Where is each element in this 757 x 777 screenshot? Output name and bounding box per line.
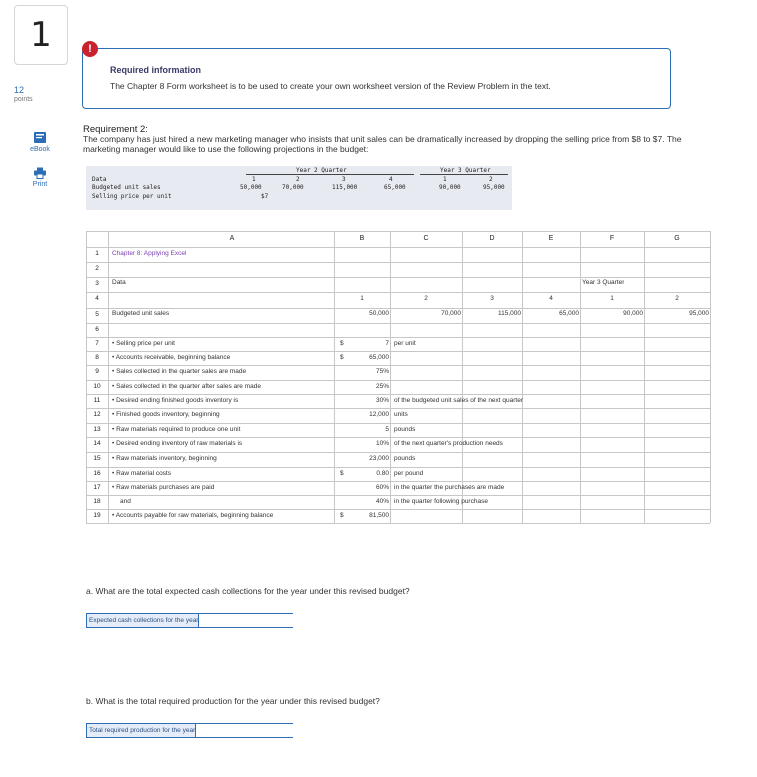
projection-table <box>86 166 512 210</box>
item-note: in the quarter following purchase <box>394 498 488 505</box>
item-value: 65,000 <box>369 354 389 361</box>
ebook-icon <box>33 131 47 144</box>
alert-icon: ! <box>82 41 98 57</box>
item-currency: $ <box>340 470 344 477</box>
item-value: 60% <box>375 484 389 491</box>
question-a-text: a. What are the total expected cash collections for the year under this revised budget? <box>86 586 410 596</box>
item-currency: $ <box>340 512 344 519</box>
proj-units: 50,000 <box>240 184 262 191</box>
points-value: 12 <box>14 85 25 95</box>
year3-header: Year 3 Quarter <box>440 167 491 174</box>
required-production-answer-row <box>86 723 293 738</box>
item-note: of the budgeted unit sales of the next quarter <box>394 397 524 404</box>
quarter-number: 1 <box>610 295 614 302</box>
proj-quarter: 1 <box>252 176 256 183</box>
budgeted-unit-sales: 65,000 <box>559 310 579 317</box>
column-header: A <box>229 235 235 242</box>
row-number: 5 <box>95 311 99 318</box>
item-note: units <box>394 411 408 418</box>
column-header: C <box>423 235 429 242</box>
item-label: • Raw materials required to produce one unit <box>112 426 241 433</box>
budgeted-unit-sales: 115,000 <box>497 310 521 317</box>
cash-collections-answer-row <box>86 613 293 628</box>
cash-collections-label: Expected cash collections for the year <box>87 614 199 627</box>
item-note: pounds <box>394 426 416 433</box>
budgeted-unit-sales-label: Budgeted unit sales <box>112 310 170 317</box>
row-number: 15 <box>93 455 101 462</box>
item-value: 7 <box>385 340 389 347</box>
quarter-number: 2 <box>675 295 679 302</box>
item-value: 75% <box>375 368 389 375</box>
quarter-number: 1 <box>360 295 364 302</box>
row-number: 10 <box>93 383 101 390</box>
ebook-label: eBook <box>30 146 50 153</box>
row-number: 18 <box>93 498 101 505</box>
row-number: 8 <box>95 354 99 361</box>
proj-units: 65,000 <box>384 184 406 191</box>
year2-header: Year 2 Quarter <box>296 167 347 174</box>
budgeted-unit-sales: 50,000 <box>369 310 389 317</box>
item-label: • Desired ending inventory of raw materials is <box>112 440 243 447</box>
item-value: 0.80 <box>376 470 389 477</box>
item-label: • Desired ending finished goods inventory is <box>112 397 239 404</box>
item-value: 30% <box>375 397 389 404</box>
item-note: of the next quarter's production needs <box>394 440 503 447</box>
item-value: 10% <box>375 440 389 447</box>
question-b-text: b. What is the total required production for the year under this revised budget? <box>86 696 380 706</box>
item-label: • Accounts payable for raw materials, beginning balance <box>112 512 274 519</box>
item-label: and <box>120 498 131 505</box>
quarter-number: 4 <box>549 295 553 302</box>
print-label: Print <box>32 181 48 188</box>
requirement-text: The company has just hired a new marketing manager who insists that unit sales can be dramatically increased by dropping the selling price from $8 to $7. The marketing manager would like to use the following projections in the budget: <box>83 134 682 154</box>
budgeted-unit-sales: 70,000 <box>441 310 461 317</box>
proj-units: 95,000 <box>483 184 505 191</box>
row-number: 12 <box>93 411 101 418</box>
proj-quarter: 3 <box>342 176 346 183</box>
row-number: 6 <box>95 326 99 333</box>
required-production-label: Total required production for the year <box>87 724 196 737</box>
item-value: 81,500 <box>369 512 389 519</box>
row-number: 1 <box>95 250 99 257</box>
proj-units: 115,000 <box>332 184 358 191</box>
item-note: per pound <box>394 470 424 477</box>
budgeted-unit-sales: 95,000 <box>689 310 709 317</box>
quarter-number: 3 <box>490 295 494 302</box>
required-information-box <box>82 48 671 109</box>
proj-data-label: Data <box>92 176 107 183</box>
item-value: 25% <box>375 383 389 390</box>
item-currency: $ <box>340 340 344 347</box>
sheet-title: Chapter 8: Applying Excel <box>112 250 187 257</box>
row-number: 3 <box>95 280 99 287</box>
column-header: B <box>359 235 365 242</box>
excel-worksheet <box>86 231 710 537</box>
data-heading: Data <box>112 279 126 286</box>
points-label: points <box>14 96 33 103</box>
item-value: 40% <box>375 498 389 505</box>
question-number: 1 <box>30 15 52 55</box>
row-number: 2 <box>95 265 99 272</box>
row-number: 9 <box>95 368 99 375</box>
cash-collections-input[interactable] <box>199 614 296 627</box>
item-value: 12,000 <box>369 411 389 418</box>
ebook-button[interactable] <box>15 131 65 153</box>
item-label: • Selling price per unit <box>112 340 175 347</box>
budgeted-unit-sales: 90,000 <box>623 310 643 317</box>
item-currency: $ <box>340 354 344 361</box>
item-label: • Raw materials purchases are paid <box>112 484 215 491</box>
item-label: • Sales collected in the quarter sales are made <box>112 368 247 375</box>
row-number: 7 <box>95 340 99 347</box>
proj-quarter: 1 <box>443 176 447 183</box>
proj-quarter: 4 <box>389 176 393 183</box>
proj-quarter: 2 <box>489 176 493 183</box>
proj-quarter: 2 <box>296 176 300 183</box>
item-label: • Finished goods inventory, beginning <box>112 411 220 418</box>
column-header: G <box>674 235 680 242</box>
requirement-title: Requirement 2: <box>83 124 148 135</box>
info-title: Required information <box>110 65 202 75</box>
row-number: 17 <box>93 484 101 491</box>
proj-units: 90,000 <box>439 184 461 191</box>
item-label: • Sales collected in the quarter after sales are made <box>112 383 261 390</box>
row-number: 4 <box>95 295 99 302</box>
proj-price: $7 <box>261 193 269 200</box>
proj-units: 70,000 <box>282 184 304 191</box>
proj-price-label: Selling price per unit <box>92 193 172 200</box>
item-note: per unit <box>394 340 416 347</box>
column-header: E <box>548 235 554 242</box>
item-label: • Accounts receivable, beginning balance <box>112 354 231 361</box>
item-note: pounds <box>394 455 416 462</box>
row-number: 11 <box>93 397 101 404</box>
row-number: 13 <box>93 426 101 433</box>
row-number: 16 <box>93 470 101 477</box>
quarter-number: 2 <box>424 295 428 302</box>
info-text: The Chapter 8 Form worksheet is to be used to create your own worksheet version of the Review Problem in the text. <box>110 81 551 91</box>
question-number-box <box>14 5 68 65</box>
item-value: 23,000 <box>369 455 389 462</box>
print-icon <box>33 167 47 179</box>
proj-units-label: Budgeted unit sales <box>92 184 161 191</box>
print-button[interactable] <box>15 167 65 188</box>
item-label: • Raw material costs <box>112 470 171 477</box>
row-number: 14 <box>93 440 101 447</box>
item-note: in the quarter the purchases are made <box>394 484 505 491</box>
column-header: F <box>609 235 615 242</box>
item-label: • Raw materials inventory, beginning <box>112 455 217 462</box>
row-number: 19 <box>93 512 101 519</box>
column-header: D <box>489 235 495 242</box>
item-value: 5 <box>385 426 389 433</box>
required-production-input[interactable] <box>196 724 293 737</box>
year3-quarter-heading: Year 3 Quarter <box>582 279 625 286</box>
